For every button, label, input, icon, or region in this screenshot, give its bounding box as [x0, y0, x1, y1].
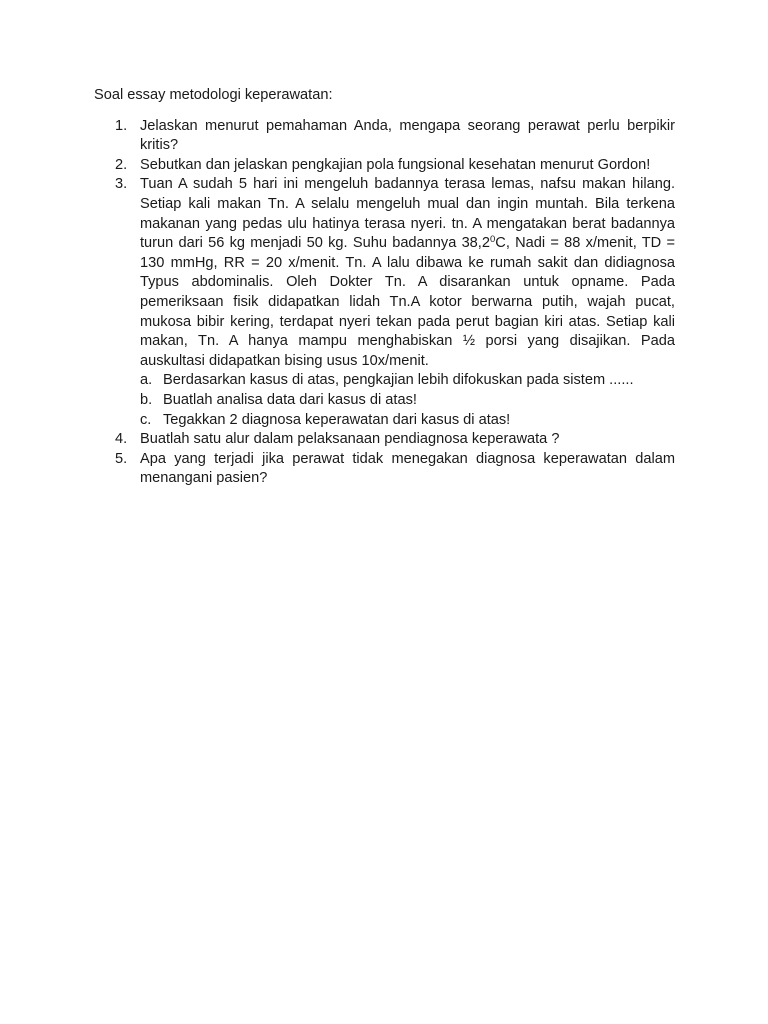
- sub-question-text: Buatlah analisa data dari kasus di atas!: [163, 391, 417, 408]
- question-item-1: [94, 117, 675, 156]
- sub-question-letter: a.: [140, 372, 153, 389]
- sub-question-text: Berdasarkan kasus di atas, pengkajian lebih difokuskan pada sistem ......: [163, 372, 634, 389]
- question-number: 2.: [115, 156, 128, 173]
- question-number: 5.: [115, 450, 128, 467]
- degree-superscript: 0: [489, 234, 496, 246]
- question-list: [94, 117, 675, 489]
- question-number: 1.: [115, 117, 128, 134]
- question-text: Sebutkan dan jelaskan pengkajian pola fungsional kesehatan menurut Gordon!: [140, 156, 651, 173]
- question-number: 3.: [115, 176, 128, 193]
- sub-question-list: [140, 371, 675, 430]
- question-text-part-1: Tuan A sudah 5 hari ini mengeluh badannya terasa lemas, nafsu makan hilang. Setiap kali makan Tn. A selalu mengeluh mual dan ingin muntah. Bila terkena makanan yang pedas ulu hatinya terasa nyeri. tn. A mengatakan berat badannya turun dari 56 kg menjadi 50 kg. Suhu badannya 38,2: [140, 176, 675, 252]
- question-text: Apa yang terjadi jika perawat tidak menegakan diagnosa keperawatan dalam menangani pasien?: [140, 450, 675, 487]
- question-text: Buatlah satu alur dalam pelaksanaan pendiagnosa keperawata ?: [140, 431, 560, 448]
- question-item-2: [94, 156, 675, 176]
- question-number: 4.: [115, 431, 128, 448]
- sub-question-letter: b.: [140, 391, 153, 408]
- sub-question-b: [140, 391, 675, 411]
- question-item-4: [94, 430, 675, 450]
- sub-question-letter: c.: [140, 411, 152, 428]
- question-item-3: [94, 175, 675, 430]
- question-item-5: [94, 450, 675, 489]
- question-text-part-2: C, Nadi = 88 x/menit, TD = 130 mmHg, RR = 20 x/menit. Tn. A lalu dibawa ke rumah sakit dan didiagnosa Typus abdominalis. Oleh Dokter Tn. A disarankan untuk opname. Pada pemeriksaan fisik didapatkan lidah Tn.A kotor berwarna putih, wajah pucat, mukosa bibir kering, terdapat nyeri tekan pada perut bagian kiri atas. Setiap kali makan, Tn. A hanya mampu menghabiskan ½ porsi yang disajikan. Pada auskultasi didapatkan bising usus 10x/menit.: [140, 235, 675, 369]
- sub-question-a: [140, 371, 675, 391]
- document-page: [94, 86, 675, 489]
- sub-question-c: [140, 411, 675, 431]
- document-title: Soal essay metodologi keperawatan:: [94, 87, 333, 103]
- question-text: Jelaskan menurut pemahaman Anda, mengapa seorang perawat perlu berpikir kritis?: [140, 117, 675, 154]
- sub-question-text: Tegakkan 2 diagnosa keperawatan dari kasus di atas!: [163, 411, 511, 428]
